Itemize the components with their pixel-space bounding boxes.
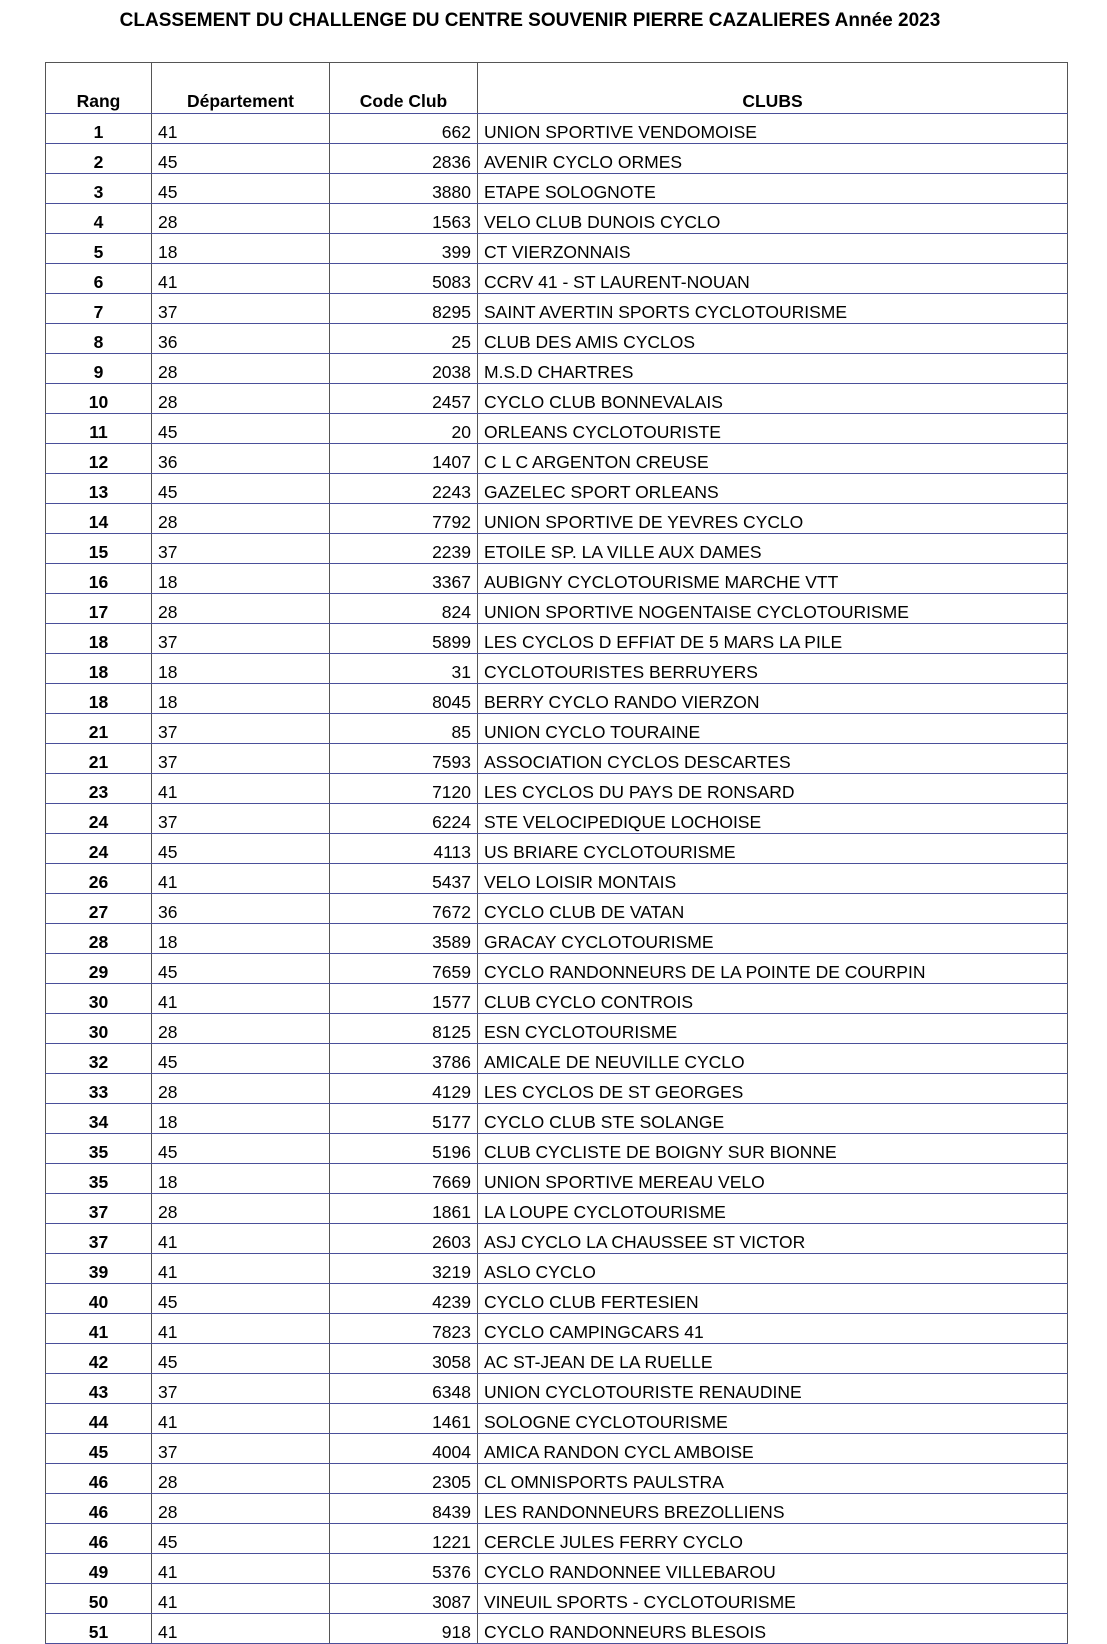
club-name-cell: LES CYCLOS D EFFIAT DE 5 MARS LA PILE [478,624,1068,654]
header-code-club: Code Club [330,63,478,114]
club-name-cell: CYCLO RANDONNEURS BLESOIS [478,1614,1068,1644]
rank-cell: 7 [46,294,152,324]
table-row [46,384,1068,414]
table-row [46,444,1068,474]
rank-cell: 33 [46,1074,152,1104]
department-cell: 37 [152,534,330,564]
club-code-cell: 4129 [330,1074,478,1104]
table-row [46,534,1068,564]
club-code-cell: 3786 [330,1044,478,1074]
club-name-cell: SAINT AVERTIN SPORTS CYCLOTOURISME [478,294,1068,324]
club-code-cell: 7593 [330,744,478,774]
club-name-cell: C L C ARGENTON CREUSE [478,444,1068,474]
club-name-cell: CYCLO CLUB STE SOLANGE [478,1104,1068,1134]
club-name-cell: AC ST-JEAN DE LA RUELLE [478,1344,1068,1374]
club-name-cell: GAZELEC SPORT ORLEANS [478,474,1068,504]
department-cell: 45 [152,1344,330,1374]
rank-cell: 21 [46,714,152,744]
table-row [46,894,1068,924]
table-row [46,864,1068,894]
table-row [46,264,1068,294]
club-code-cell: 4113 [330,834,478,864]
header-rang: Rang [46,63,152,114]
table-body [46,114,1068,1644]
department-cell: 28 [152,204,330,234]
club-code-cell: 1407 [330,444,478,474]
club-code-cell: 2243 [330,474,478,504]
rank-cell: 43 [46,1374,152,1404]
club-code-cell: 1861 [330,1194,478,1224]
club-name-cell: UNION SPORTIVE MEREAU VELO [478,1164,1068,1194]
club-name-cell: AVENIR CYCLO ORMES [478,144,1068,174]
table-row [46,114,1068,144]
club-code-cell: 4239 [330,1284,478,1314]
club-code-cell: 8125 [330,1014,478,1044]
rank-cell: 35 [46,1164,152,1194]
club-name-cell: UNION CYCLO TOURAINE [478,714,1068,744]
club-name-cell: UNION SPORTIVE VENDOMOISE [478,114,1068,144]
rank-cell: 45 [46,1434,152,1464]
rank-cell: 42 [46,1344,152,1374]
department-cell: 41 [152,1224,330,1254]
club-name-cell: UNION SPORTIVE NOGENTAISE CYCLOTOURISME [478,594,1068,624]
department-cell: 45 [152,1044,330,1074]
table-row [46,1014,1068,1044]
club-code-cell: 824 [330,594,478,624]
table-row [46,1134,1068,1164]
club-name-cell: M.S.D CHARTRES [478,354,1068,384]
club-code-cell: 399 [330,234,478,264]
club-name-cell: VELO CLUB DUNOIS CYCLO [478,204,1068,234]
department-cell: 45 [152,834,330,864]
department-cell: 18 [152,654,330,684]
table-row [46,234,1068,264]
club-code-cell: 3367 [330,564,478,594]
header-departement: Département [152,63,330,114]
club-code-cell: 1563 [330,204,478,234]
club-name-cell: CYCLO CLUB DE VATAN [478,894,1068,924]
table-row [46,204,1068,234]
page-title: CLASSEMENT DU CHALLENGE DU CENTRE SOUVENIR PIERRE CAZALIERES Année 2023 [119,10,941,31]
department-cell: 18 [152,924,330,954]
header-clubs: CLUBS [478,63,1068,114]
table-row [46,1104,1068,1134]
department-cell: 41 [152,1314,330,1344]
table-header-row [46,63,1068,114]
club-code-cell: 20 [330,414,478,444]
rank-cell: 27 [46,894,152,924]
table-row [46,504,1068,534]
club-code-cell: 4004 [330,1434,478,1464]
club-code-cell: 25 [330,324,478,354]
rank-cell: 23 [46,774,152,804]
department-cell: 45 [152,1134,330,1164]
rank-cell: 12 [46,444,152,474]
club-name-cell: CYCLO CLUB BONNEVALAIS [478,384,1068,414]
department-cell: 37 [152,624,330,654]
club-code-cell: 3087 [330,1584,478,1614]
rank-cell: 49 [46,1554,152,1584]
club-name-cell: BERRY CYCLO RANDO VIERZON [478,684,1068,714]
club-code-cell: 918 [330,1614,478,1644]
club-code-cell: 8045 [330,684,478,714]
rank-cell: 24 [46,804,152,834]
department-cell: 37 [152,294,330,324]
club-code-cell: 8439 [330,1494,478,1524]
club-code-cell: 5376 [330,1554,478,1584]
club-code-cell: 2038 [330,354,478,384]
rank-cell: 32 [46,1044,152,1074]
rank-cell: 18 [46,654,152,684]
table-row [46,1554,1068,1584]
rank-cell: 15 [46,534,152,564]
table-row [46,144,1068,174]
club-name-cell: LA LOUPE CYCLOTOURISME [478,1194,1068,1224]
club-name-cell: STE VELOCIPEDIQUE LOCHOISE [478,804,1068,834]
table-row [46,1464,1068,1494]
table-row [46,1284,1068,1314]
rank-cell: 6 [46,264,152,294]
department-cell: 41 [152,774,330,804]
rank-cell: 50 [46,1584,152,1614]
club-name-cell: LES CYCLOS DE ST GEORGES [478,1074,1068,1104]
table-row [46,804,1068,834]
table-row [46,1434,1068,1464]
rank-cell: 28 [46,924,152,954]
club-name-cell: CLUB CYCLISTE DE BOIGNY SUR BIONNE [478,1134,1068,1164]
rank-cell: 46 [46,1464,152,1494]
table-row [46,744,1068,774]
department-cell: 45 [152,144,330,174]
rank-cell: 44 [46,1404,152,1434]
club-name-cell: AMICA RANDON CYCL AMBOISE [478,1434,1068,1464]
department-cell: 37 [152,1434,330,1464]
table-row [46,594,1068,624]
club-code-cell: 7792 [330,504,478,534]
table-row [46,834,1068,864]
rank-cell: 18 [46,684,152,714]
table-row [46,654,1068,684]
club-name-cell: CLUB CYCLO CONTROIS [478,984,1068,1014]
table-row [46,354,1068,384]
club-code-cell: 5196 [330,1134,478,1164]
department-cell: 28 [152,1494,330,1524]
table-row [46,774,1068,804]
club-code-cell: 2457 [330,384,478,414]
rank-cell: 37 [46,1224,152,1254]
club-code-cell: 3058 [330,1344,478,1374]
table-row [46,294,1068,324]
department-cell: 41 [152,1614,330,1644]
club-name-cell: SOLOGNE CYCLOTOURISME [478,1404,1068,1434]
club-code-cell: 1577 [330,984,478,1014]
table-row [46,624,1068,654]
club-name-cell: ASSOCIATION CYCLOS DESCARTES [478,744,1068,774]
rank-cell: 46 [46,1494,152,1524]
department-cell: 45 [152,474,330,504]
rank-cell: 51 [46,1614,152,1644]
club-name-cell: LES RANDONNEURS BREZOLLIENS [478,1494,1068,1524]
club-code-cell: 2305 [330,1464,478,1494]
club-name-cell: ORLEANS CYCLOTOURISTE [478,414,1068,444]
department-cell: 28 [152,1014,330,1044]
club-code-cell: 6224 [330,804,478,834]
club-code-cell: 7669 [330,1164,478,1194]
club-name-cell: US BRIARE CYCLOTOURISME [478,834,1068,864]
department-cell: 37 [152,714,330,744]
department-cell: 41 [152,264,330,294]
table-row [46,1164,1068,1194]
department-cell: 18 [152,1164,330,1194]
rank-cell: 46 [46,1524,152,1554]
club-name-cell: LES CYCLOS DU PAYS DE RONSARD [478,774,1068,804]
club-name-cell: CLUB DES AMIS CYCLOS [478,324,1068,354]
table-row [46,1224,1068,1254]
department-cell: 28 [152,594,330,624]
department-cell: 18 [152,564,330,594]
department-cell: 37 [152,804,330,834]
rank-cell: 10 [46,384,152,414]
rank-cell: 1 [46,114,152,144]
table-row [46,924,1068,954]
rank-cell: 24 [46,834,152,864]
club-name-cell: AMICALE DE NEUVILLE CYCLO [478,1044,1068,1074]
club-code-cell: 8295 [330,294,478,324]
ranking-table [45,62,1068,1644]
club-name-cell: CYCLO CAMPINGCARS 41 [478,1314,1068,1344]
club-code-cell: 2836 [330,144,478,174]
club-code-cell: 5899 [330,624,478,654]
table-row [46,684,1068,714]
club-code-cell: 2239 [330,534,478,564]
table-row [46,474,1068,504]
rank-cell: 14 [46,504,152,534]
department-cell: 28 [152,1464,330,1494]
table-row [46,1194,1068,1224]
club-name-cell: CCRV 41 - ST LAURENT-NOUAN [478,264,1068,294]
table-row [46,1074,1068,1104]
rank-cell: 18 [46,624,152,654]
club-name-cell: AUBIGNY CYCLOTOURISME MARCHE VTT [478,564,1068,594]
club-code-cell: 85 [330,714,478,744]
table-row [46,1404,1068,1434]
table-row [46,1584,1068,1614]
rank-cell: 3 [46,174,152,204]
department-cell: 41 [152,1584,330,1614]
table-row [46,324,1068,354]
table-row [46,1314,1068,1344]
table-row [46,714,1068,744]
club-name-cell: CYCLOTOURISTES BERRUYERS [478,654,1068,684]
table-row [46,1494,1068,1524]
rank-cell: 2 [46,144,152,174]
table-row [46,174,1068,204]
rank-cell: 5 [46,234,152,264]
rank-cell: 26 [46,864,152,894]
club-name-cell: ASJ CYCLO LA CHAUSSEE ST VICTOR [478,1224,1068,1254]
club-name-cell: ASLO CYCLO [478,1254,1068,1284]
table-row [46,1614,1068,1644]
department-cell: 18 [152,1104,330,1134]
rank-cell: 17 [46,594,152,624]
table-row [46,1044,1068,1074]
club-code-cell: 662 [330,114,478,144]
club-name-cell: ETAPE SOLOGNOTE [478,174,1068,204]
rank-cell: 34 [46,1104,152,1134]
department-cell: 41 [152,864,330,894]
department-cell: 18 [152,684,330,714]
rank-cell: 11 [46,414,152,444]
table-row [46,954,1068,984]
club-name-cell: CYCLO RANDONNEURS DE LA POINTE DE COURPIN [478,954,1068,984]
department-cell: 45 [152,1524,330,1554]
department-cell: 45 [152,174,330,204]
department-cell: 37 [152,744,330,774]
department-cell: 18 [152,234,330,264]
department-cell: 41 [152,1254,330,1284]
rank-cell: 37 [46,1194,152,1224]
department-cell: 28 [152,504,330,534]
rank-cell: 9 [46,354,152,384]
department-cell: 28 [152,354,330,384]
club-code-cell: 7120 [330,774,478,804]
club-name-cell: CYCLO CLUB FERTESIEN [478,1284,1068,1314]
department-cell: 37 [152,1374,330,1404]
club-code-cell: 7672 [330,894,478,924]
club-code-cell: 5177 [330,1104,478,1134]
table-row [46,984,1068,1014]
rank-cell: 21 [46,744,152,774]
club-code-cell: 6348 [330,1374,478,1404]
table-row [46,1524,1068,1554]
table-row [46,414,1068,444]
department-cell: 28 [152,1074,330,1104]
department-cell: 41 [152,1554,330,1584]
department-cell: 36 [152,324,330,354]
department-cell: 45 [152,1284,330,1314]
department-cell: 41 [152,114,330,144]
club-code-cell: 3880 [330,174,478,204]
department-cell: 41 [152,984,330,1014]
rank-cell: 35 [46,1134,152,1164]
rank-cell: 16 [46,564,152,594]
department-cell: 28 [152,384,330,414]
club-code-cell: 5083 [330,264,478,294]
table-row [46,564,1068,594]
club-name-cell: CT VIERZONNAIS [478,234,1068,264]
rank-cell: 13 [46,474,152,504]
table-row [46,1254,1068,1284]
rank-cell: 29 [46,954,152,984]
rank-cell: 39 [46,1254,152,1284]
rank-cell: 30 [46,984,152,1014]
club-name-cell: UNION SPORTIVE DE YEVRES CYCLO [478,504,1068,534]
club-name-cell: ESN CYCLOTOURISME [478,1014,1068,1044]
rank-cell: 40 [46,1284,152,1314]
department-cell: 28 [152,1194,330,1224]
department-cell: 45 [152,414,330,444]
club-code-cell: 3589 [330,924,478,954]
rank-cell: 41 [46,1314,152,1344]
club-name-cell: CL OMNISPORTS PAULSTRA [478,1464,1068,1494]
club-name-cell: VINEUIL SPORTS - CYCLOTOURISME [478,1584,1068,1614]
club-code-cell: 7823 [330,1314,478,1344]
club-code-cell: 5437 [330,864,478,894]
club-name-cell: UNION CYCLOTOURISTE RENAUDINE [478,1374,1068,1404]
club-name-cell: ETOILE SP. LA VILLE AUX DAMES [478,534,1068,564]
club-name-cell: CERCLE JULES FERRY CYCLO [478,1524,1068,1554]
department-cell: 36 [152,894,330,924]
department-cell: 41 [152,1404,330,1434]
club-code-cell: 2603 [330,1224,478,1254]
club-code-cell: 1461 [330,1404,478,1434]
department-cell: 45 [152,954,330,984]
club-code-cell: 31 [330,654,478,684]
department-cell: 36 [152,444,330,474]
table-row [46,1374,1068,1404]
club-code-cell: 7659 [330,954,478,984]
club-name-cell: GRACAY CYCLOTOURISME [478,924,1068,954]
rank-cell: 8 [46,324,152,354]
club-code-cell: 1221 [330,1524,478,1554]
rank-cell: 30 [46,1014,152,1044]
club-code-cell: 3219 [330,1254,478,1284]
club-name-cell: CYCLO RANDONNEE VILLEBAROU [478,1554,1068,1584]
rank-cell: 4 [46,204,152,234]
table-row [46,1344,1068,1374]
club-name-cell: VELO LOISIR MONTAIS [478,864,1068,894]
